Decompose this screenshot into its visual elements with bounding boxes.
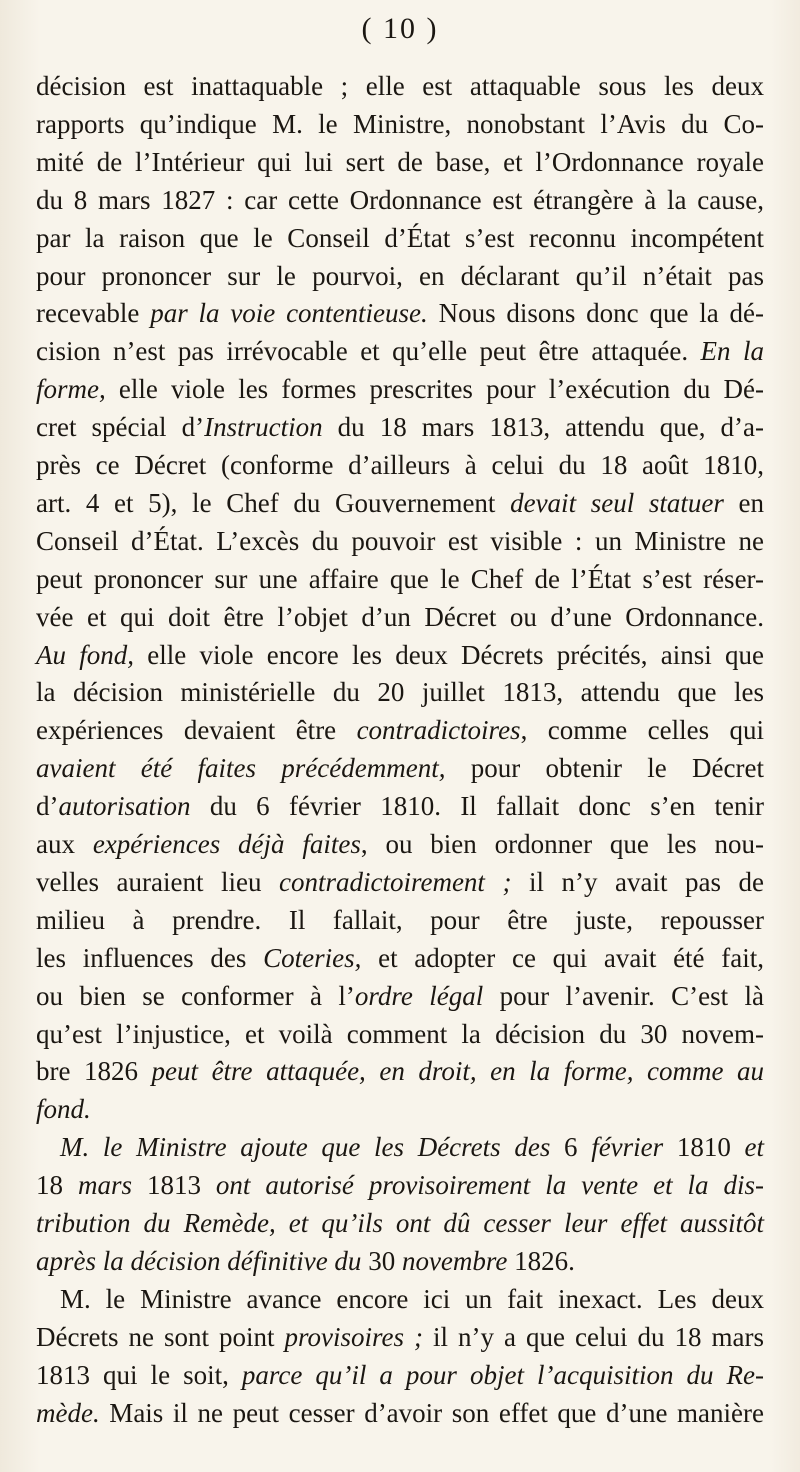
italic-text: tribution du Remède, et qu’ils ont dû cesser leur effet aussitôt — [36, 1208, 764, 1238]
text-segment: 1826. — [507, 1245, 575, 1276]
italic-text: Coteries, — [263, 942, 362, 973]
italic-text: M. le Ministre ajoute que les Décrets des — [60, 1132, 551, 1163]
text-segment: recevable — [36, 298, 151, 329]
text-segment: pour l’avenir. C’est là — [483, 980, 764, 1011]
italic-text: contradictoires — [356, 715, 521, 746]
text-segment: rapports qu’indique M. le Ministre, nonobstant l’Avis du Co- — [36, 108, 764, 139]
text-segment: du 6 février 1810. Il fallait donc s’en tenir — [190, 791, 764, 822]
italic-text: expériences déjà faites — [92, 829, 361, 859]
text-segment: du 8 mars 1827 : car cette Ordonnance est étrangère à la cause, — [36, 184, 764, 215]
text-segment: par la raison que le Conseil d’État s’est reconnu incompétent — [36, 222, 764, 253]
italic-text: contradictoirement ; — [278, 866, 512, 897]
italic-text: Au fond, — [36, 639, 135, 670]
text-segment: , comme celles qui — [520, 715, 764, 746]
text-segment: vée et qui doit être l’objet d’un Décret ou d’une Ordonnance. — [36, 601, 764, 632]
text-line — [36, 1205, 764, 1241]
page-number: ( 10 ) — [361, 12, 439, 45]
italic-text: Instruction — [204, 412, 323, 443]
text-segment: et adopter ce qui avait été fait, — [361, 942, 764, 973]
text-line — [36, 940, 764, 976]
text-segment: expériences devaient être — [36, 715, 357, 746]
text-line — [36, 523, 764, 559]
text-segment: en — [723, 487, 765, 518]
text-segment: peut prononcer sur une affaire que le Chef de l’État s’est réser- — [36, 563, 764, 594]
text-segment: 18 — [36, 1170, 78, 1201]
text-segment: pour prononcer sur le pourvoi, en déclarant qu’il n’était pas — [36, 260, 764, 291]
text-line — [36, 333, 764, 369]
text-segment: Décrets ne sont point — [36, 1321, 285, 1352]
italic-text: par la voie contentieuse. — [150, 298, 428, 329]
text-line — [36, 447, 764, 483]
text-segment: elle viole les formes prescrites pour l’exécution du Dé- — [105, 374, 764, 405]
text-segment: aux — [36, 829, 93, 859]
text-line — [36, 674, 764, 710]
text-line — [36, 1357, 764, 1393]
text-line — [60, 1129, 764, 1165]
italic-text: novembre — [401, 1245, 508, 1276]
italic-text: fond. — [36, 1094, 91, 1125]
text-line — [36, 637, 764, 673]
italic-text: forme, — [36, 374, 106, 405]
text-line — [36, 826, 764, 862]
text-line — [36, 1016, 764, 1052]
italic-text: mars — [77, 1170, 132, 1201]
text-segment: qu’est l’injustice, et voilà comment la décision du 30 novem- — [36, 1018, 764, 1049]
text-segment: les influences des — [36, 942, 264, 973]
italic-text: février — [591, 1132, 664, 1163]
text-segment: bre 1826 — [36, 1056, 152, 1087]
text-segment: du 18 mars 1813, attendu que, d’a- — [322, 412, 765, 443]
text-segment: , ou bien ordonner que les nou- — [360, 829, 765, 859]
italic-text: En la — [700, 336, 764, 367]
text-segment: milieu à prendre. Il fallait, pour être juste, repousser — [36, 904, 764, 935]
text-line — [36, 978, 764, 1014]
text-segment: 1813 — [131, 1170, 216, 1201]
text-segment: art. 4 et 5), le Chef du Gouvernement — [36, 487, 511, 518]
italic-text: peut être attaquée, en droit, en la forme, comme au — [151, 1056, 764, 1087]
text-segment: pour obtenir le Décret — [445, 753, 764, 784]
text-segment: près ce Décret (conforme d’ailleurs à celui du 18 août 1810, — [36, 450, 764, 480]
text-segment: décision est inattaquable ; elle est attaquable sous les deux — [36, 71, 764, 101]
text-segment: il n’y avait pas de — [511, 866, 764, 897]
text-segment: Nous disons donc que la dé- — [427, 298, 764, 329]
text-segment: 30 — [361, 1245, 402, 1276]
text-line — [36, 1167, 764, 1203]
text-line — [36, 1091, 764, 1127]
text-line — [36, 599, 764, 635]
italic-text: et — [744, 1132, 765, 1163]
text-line — [36, 712, 764, 748]
text-line — [36, 788, 764, 824]
text-line — [60, 1281, 764, 1317]
text-segment: cision n’est pas irrévocable et qu’elle peut être attaquée. — [36, 336, 701, 367]
italic-text: autorisation — [58, 791, 191, 822]
text-line — [36, 182, 764, 218]
text-line — [36, 220, 764, 256]
text-line — [36, 258, 764, 294]
text-segment: M. le Ministre avance encore ici un fait inexact. Les deux — [60, 1283, 764, 1314]
italic-text: provisoires ; — [284, 1321, 423, 1352]
italic-text: avaient été faites précédemment, — [36, 753, 446, 784]
text-segment: ou bien se conformer à l’ — [36, 980, 355, 1011]
text-line — [36, 485, 764, 521]
italic-text: mède. — [36, 1397, 100, 1428]
italic-text: parce qu’il a pour objet l’acquisition du Re- — [241, 1359, 765, 1390]
text-segment: d’ — [36, 791, 59, 822]
text-segment: cret spécial d’ — [36, 412, 205, 443]
text-segment: la décision ministérielle du 20 juillet 1813, attendu que les — [36, 677, 764, 708]
text-line — [36, 1395, 764, 1431]
text-segment: 6 — [550, 1132, 592, 1163]
text-line — [36, 409, 764, 445]
text-line — [36, 1243, 764, 1279]
text-line — [36, 864, 764, 900]
text-segment: 1810 — [663, 1132, 745, 1163]
italic-text: ont autorisé provisoirement la vente et la dis- — [215, 1170, 765, 1201]
text-segment: il n’y a que celui du 18 mars — [422, 1321, 764, 1352]
text-line — [36, 106, 764, 142]
italic-text: devait seul statuer — [510, 487, 724, 518]
text-line — [36, 371, 764, 407]
italic-text: après la décision définitive du — [36, 1245, 362, 1276]
text-line — [36, 1319, 764, 1355]
text-segment: elle viole encore les deux Décrets précités, ainsi que — [134, 639, 765, 670]
text-segment: 1813 qui le soit, — [36, 1359, 242, 1390]
text-line — [36, 295, 764, 331]
text-line — [36, 68, 764, 104]
text-segment: Conseil d’État. L’excès du pouvoir est visible : un Ministre ne — [36, 525, 764, 556]
text-line — [36, 750, 764, 786]
text-line — [36, 144, 764, 180]
text-line — [36, 902, 764, 938]
italic-text: ordre légal — [354, 980, 484, 1011]
text-segment: velles auraient lieu — [36, 866, 279, 897]
text-line — [36, 561, 764, 597]
text-segment: Mais il ne peut cesser d’avoir son effet que d’une manière — [99, 1397, 764, 1428]
text-line — [36, 1053, 764, 1089]
text-segment: mité de l’Intérieur qui lui sert de base, et l’Ordonnance royale — [36, 146, 764, 177]
